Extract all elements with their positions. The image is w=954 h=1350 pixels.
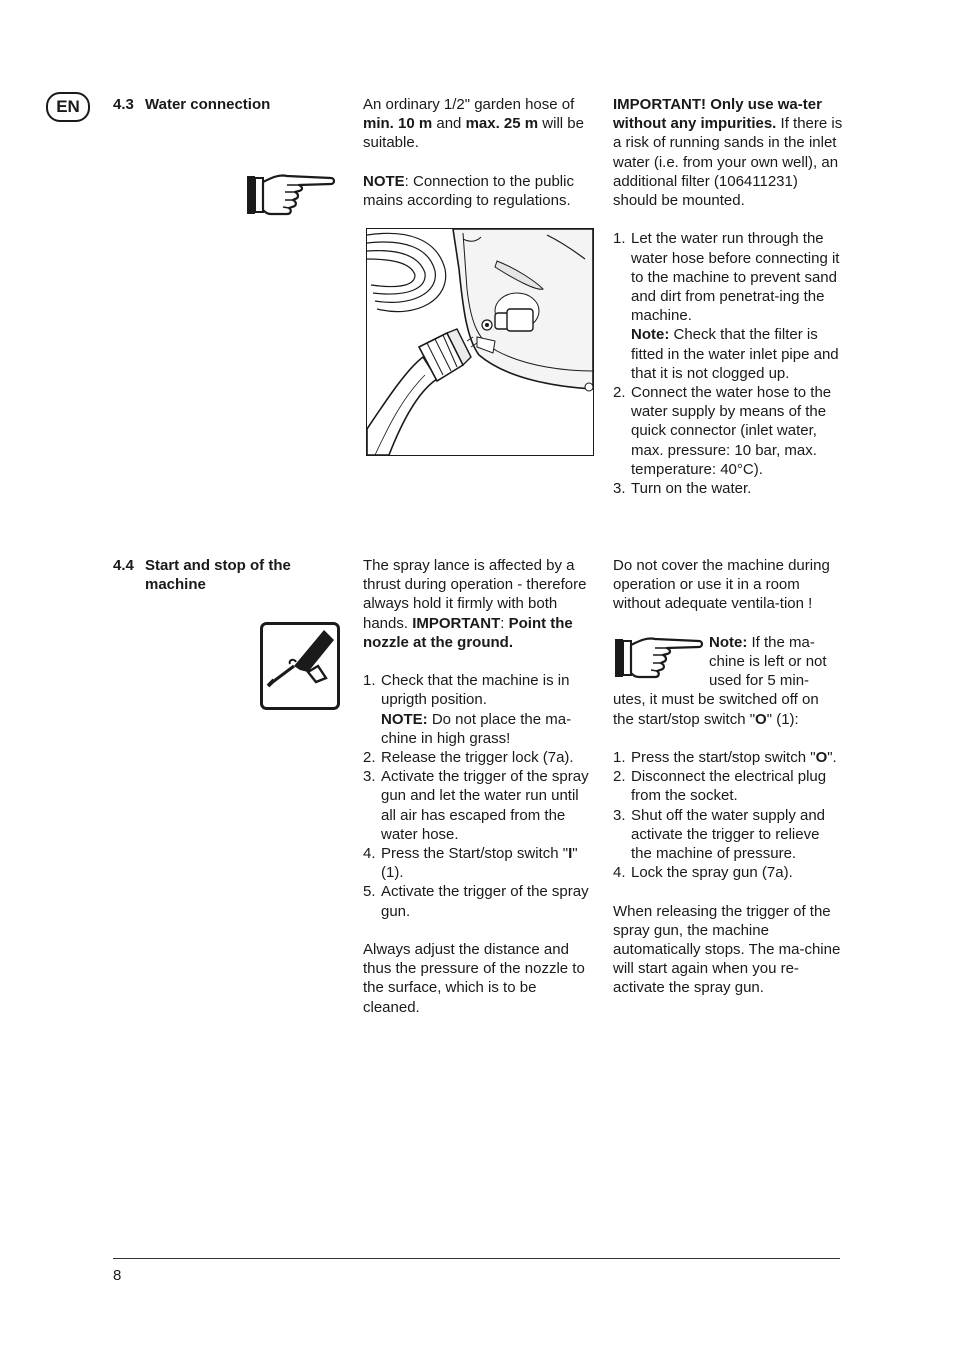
- list-item: 3. Turn on the water.: [613, 480, 752, 498]
- thrust-warning: The spray lance is affected by a thrust during operation - therefore always hold it firmly with both hands. IMPORTANT: Point the nozzle at the ground.: [363, 557, 587, 651]
- impurities-warning: IMPORTANT! Only use wa-ter without any impurities. If there is a risk of running sands in the inlet water (i.e. from your own well), an additional filter (106411231) should be mounted.: [613, 96, 843, 210]
- footer-divider: [113, 1258, 840, 1259]
- pointing-hand-icon: [613, 633, 705, 681]
- list-item: 2. Connect the water hose to the water supply by means of the quick connector (inlet water, max. pressure: 10 bar, max. temperature: 40°C).: [613, 384, 832, 478]
- section-title: Start and stop of the machine: [145, 557, 291, 594]
- idle-note: Note: If the ma- chine is left or not used for 5 min- utes, it must be switched off on the start/stop switch "O" (1):: [613, 633, 827, 728]
- stop-steps: [613, 748, 843, 882]
- section-number: 4.4: [113, 557, 134, 574]
- list-item: 3. Activate the trigger of the spray gun and let the water run until all air has escaped from the water hose.: [363, 768, 589, 843]
- spray-gun-icon: [260, 622, 340, 710]
- list-item: 4. Lock the spray gun (7a).: [613, 864, 793, 882]
- section-heading-4-4: [113, 556, 333, 594]
- pointing-hand-icon: [245, 170, 337, 218]
- list-item: 1. Let the water run through the water hose before connecting it to the machine to prevent sand and dirt from penetrat-ing the machine. Note: Check that the filter is fitted in the water inlet pipe and that it is not clogged up.: [613, 230, 840, 382]
- start-steps: [363, 671, 593, 921]
- hose-connection-illustration: [366, 228, 594, 456]
- list-item: 2. Release the trigger lock (7a).: [363, 749, 574, 767]
- list-item: 5. Activate the trigger of the spray gun.: [363, 883, 589, 920]
- section-title: Water connection: [145, 96, 271, 113]
- list-item: 2. Disconnect the electrical plug from the socket.: [613, 768, 827, 805]
- water-connection-intro: [363, 95, 593, 210]
- auto-stop-note: When releasing the trigger of the spray gun, the machine automatically stops. The ma-chine will start again when you re-activate the spray gun.: [613, 902, 841, 997]
- section-number: 4.3: [113, 96, 134, 113]
- list-item: 4. Press the Start/stop switch "I" (1).: [363, 845, 578, 882]
- section-heading-4-3: [113, 95, 333, 114]
- list-item: 1. Press the start/stop switch "O".: [613, 749, 837, 766]
- list-item: 1. Check that the machine is in uprigth position. NOTE: Do not place the ma-chine in high grass!: [363, 672, 572, 747]
- ventilation-warning: Do not cover the machine during operation or use it in a room without adequate ventila-tion !: [613, 557, 830, 613]
- distance-advice: Always adjust the distance and thus the pressure of the nozzle to the surface, which is to be cleaned.: [363, 941, 585, 1016]
- start-stop-instructions: [363, 556, 593, 1017]
- mains-note: NOTE: Connection to the public mains according to regulations.: [363, 172, 574, 209]
- list-item: 3. Shut off the water supply and activate the trigger to relieve the machine of pressure.: [613, 806, 826, 863]
- stop-instructions: [613, 556, 843, 998]
- water-connection-steps: [613, 229, 843, 498]
- language-badge: EN: [46, 92, 90, 122]
- hose-requirement: An ordinary 1/2" garden hose of min. 10 m and max. 25 m will be suitable.: [363, 96, 584, 152]
- page-number: 8: [113, 1267, 122, 1284]
- water-connection-instructions: [613, 95, 843, 498]
